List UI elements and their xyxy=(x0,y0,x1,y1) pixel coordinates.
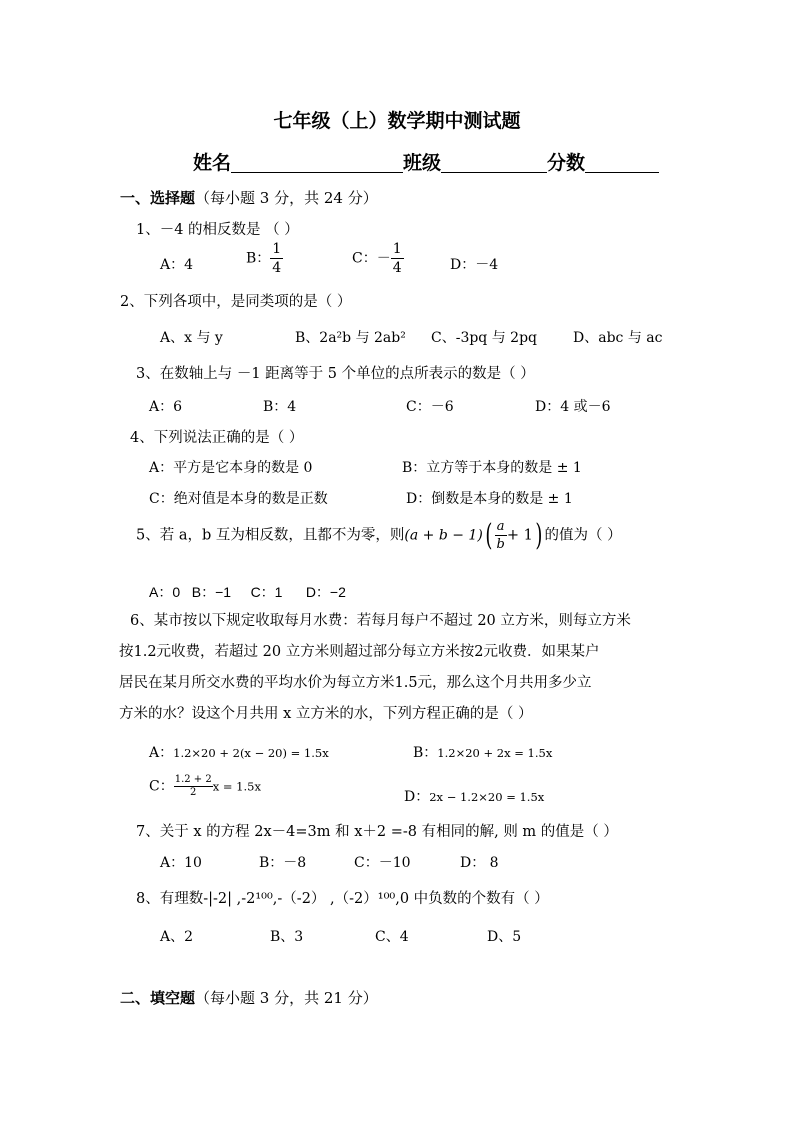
q5-option-a: A：0 xyxy=(149,584,181,600)
section2-heading xyxy=(120,987,378,1008)
q2-option-c: C、-3pq 与 2pq xyxy=(431,330,538,346)
q5-expr-left: (a + b − 1) xyxy=(404,527,483,544)
page-title: 七年级（上）数学期中测试题 xyxy=(273,110,521,132)
q5-frac-num: a xyxy=(495,520,507,536)
class-label: 班级 xyxy=(403,152,442,174)
q8-stem: 8、有理数-|-2| ,-2¹⁰⁰,-（-2） ,（-2）¹⁰⁰,0 中负数的个数有（ ） xyxy=(136,891,549,907)
q1-option-d: D：－4 xyxy=(450,257,499,273)
student-info-line xyxy=(193,148,659,175)
q1-option-b-den: 4 xyxy=(272,260,282,276)
q4-option-c: C：绝对值是本身的数是正数 xyxy=(149,491,328,507)
score-blank[interactable] xyxy=(585,152,659,173)
q6-option-c-num: 1.2 + 2 xyxy=(174,774,212,785)
name-blank[interactable] xyxy=(231,152,403,173)
section2-note: （每小题 3 分，共 21 分） xyxy=(195,989,378,1007)
q6-option-a-expr: 1.2×20 + 2(x − 20) = 1.5x xyxy=(173,746,329,760)
q8-option-b: B、3 xyxy=(270,929,304,945)
q4-stem: 4、下列说法正确的是（ ） xyxy=(130,430,304,446)
q6-stem xyxy=(119,606,631,730)
q3-stem: 3、在数轴上与 －1 距离等于 5 个单位的点所表示的数是（ ） xyxy=(136,366,535,382)
q5-close-paren: ) xyxy=(535,517,543,553)
q6-option-d-label: D： xyxy=(404,789,430,805)
q6-line-2: 按1.2元收费，若超过 20 立方米则超过部分每立方米按2元收费．如果某户 xyxy=(119,644,600,660)
q6-line-1: 6、某市按以下规定收取每月水费：若每月每户不超过 20 立方米，则每立方米 xyxy=(130,613,631,629)
q6-option-b-label: B： xyxy=(413,745,438,761)
q6-option-c-den: 2 xyxy=(190,787,197,798)
q3-option-d: D：4 或－6 xyxy=(535,399,611,415)
q8-option-a: A、2 xyxy=(160,929,194,945)
q5-expr-right: + 1 xyxy=(506,527,533,544)
q5-open-paren: ( xyxy=(485,517,493,553)
q7-option-a: A：10 xyxy=(160,855,202,871)
q6-line-3: 居民在某月所交水费的平均水价为每立方米1.5元，那么这个月共用多少立 xyxy=(119,675,592,691)
q1-option-c-den: 4 xyxy=(392,260,402,276)
q1-option-b xyxy=(246,242,283,275)
q5-stem xyxy=(136,517,622,553)
q5-option-d: D：−2 xyxy=(305,584,346,600)
q5-stem-post: 的值为（ ） xyxy=(544,527,622,544)
q1-option-b-prefix: B： xyxy=(246,250,271,267)
q5-fraction xyxy=(495,520,507,551)
name-label: 姓名 xyxy=(193,152,232,174)
q6-option-a xyxy=(149,742,329,762)
q5-option-b: B：−1 xyxy=(191,584,232,600)
q7-stem: 7、关于 x 的方程 2x－4=3m 和 x＋2 =-8 有相同的解, 则 m 的值是（ ） xyxy=(136,824,618,840)
q6-option-a-label: A： xyxy=(149,745,174,761)
q5-option-c: C：1 xyxy=(250,584,283,600)
score-label: 分数 xyxy=(547,152,586,174)
q6-option-b xyxy=(413,742,552,762)
q6-option-b-expr: 1.2×20 + 2x = 1.5x xyxy=(437,746,553,760)
section1-heading xyxy=(120,187,378,208)
q2-stem: 2、下列各项中，是同类项的是（ ） xyxy=(120,294,352,310)
q3-option-a: A：6 xyxy=(149,399,183,415)
section1-note: （每小题 3 分，共 24 分） xyxy=(195,189,378,207)
q1-option-c-prefix: C：－ xyxy=(352,250,391,267)
q2-option-b: B、2a²b 与 2ab² xyxy=(295,330,406,346)
section2-title: 二、填空题 xyxy=(120,989,196,1007)
q7-option-c: C：－10 xyxy=(354,855,411,871)
q2-option-a: A、x 与 y xyxy=(160,330,223,346)
q8-option-c: C、4 xyxy=(375,929,409,945)
q2-option-d: D、abc 与 ac xyxy=(573,330,663,346)
section1-title: 一、选择题 xyxy=(120,189,196,207)
q6-option-c xyxy=(149,775,261,798)
q1-stem: 1、－4 的相反数是 （ ） xyxy=(136,222,299,238)
q1-option-c-fraction xyxy=(391,242,404,275)
q4-option-a: A：平方是它本身的数是 0 xyxy=(149,460,313,476)
q1-option-b-num: 1 xyxy=(272,241,282,257)
q6-option-c-tail: x = 1.5x xyxy=(212,779,261,794)
q7-option-b: B：－8 xyxy=(259,855,307,871)
q1-option-b-fraction xyxy=(270,242,283,275)
q6-line-4: 方米的水？设这个月共用 x 立方米的水，下列方程正确的是（ ） xyxy=(119,706,533,722)
class-blank[interactable] xyxy=(441,152,547,173)
q1-option-a: A：4 xyxy=(160,257,194,273)
q5-stem-pre: 5、若 a，b 互为相反数，且都不为零，则 xyxy=(136,527,405,544)
q4-option-b: B：立方等于本身的数是 ± 1 xyxy=(402,460,582,476)
q4-option-d: D：倒数是本身的数是 ± 1 xyxy=(406,491,573,507)
q3-option-b: B：4 xyxy=(263,399,297,415)
q5-frac-den: b xyxy=(496,537,505,552)
q5-options xyxy=(149,582,346,602)
q1-option-c-num: 1 xyxy=(392,241,402,257)
q6-option-d-expr: 2x − 1.2×20 = 1.5x xyxy=(429,790,545,804)
q3-option-c: C：－6 xyxy=(406,399,454,415)
q1-option-c xyxy=(352,242,404,275)
q6-option-d xyxy=(404,786,544,806)
q6-option-c-label: C： xyxy=(149,778,174,795)
q7-option-d: D： 8 xyxy=(460,855,499,871)
q6-option-c-fraction xyxy=(174,775,213,798)
q8-option-d: D、5 xyxy=(487,929,522,945)
